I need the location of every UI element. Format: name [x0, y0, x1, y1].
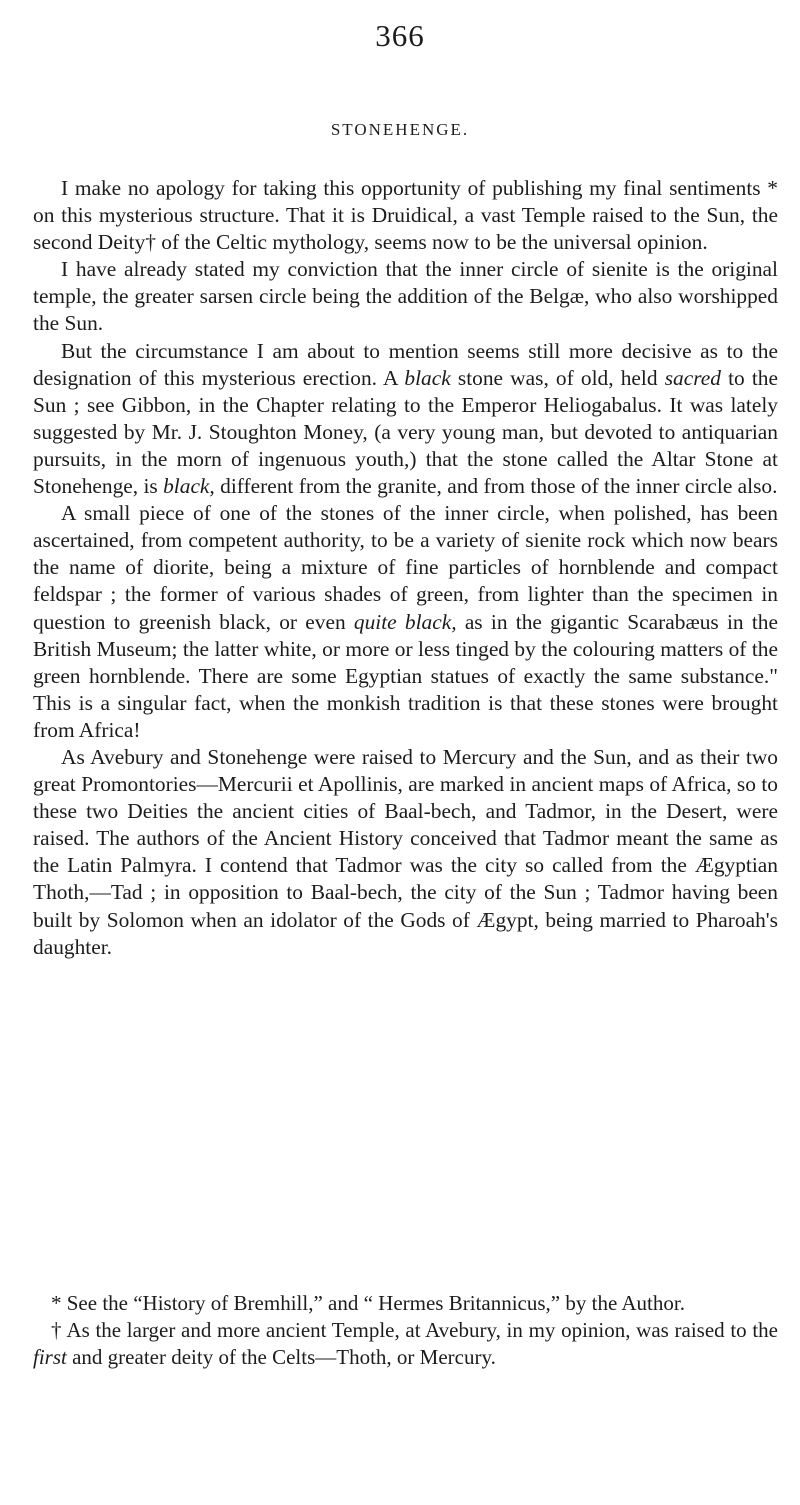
text-run: I have already stated my conviction that the inner circle of sienite is the original temple, the greater sarsen circle being the addition of the Belgæ, who also worshipped the Sun. [33, 257, 778, 336]
text-run: But the circumstance I am about to mention seems still more decisive as to the designation of this mysterious erection. A [33, 338, 778, 390]
body-text [33, 175, 778, 961]
paragraph-5 [33, 744, 778, 961]
text-run: † As the larger and more ancient Temple, at Avebury, in my opinion, was raised to the [51, 1318, 778, 1342]
italic-run: sacred [664, 365, 721, 390]
footnotes [33, 1290, 778, 1371]
page-number: 366 [375, 18, 425, 53]
italic-run: black [404, 365, 451, 390]
footnote-2 [33, 1317, 778, 1371]
footnote-1 [33, 1290, 778, 1317]
paragraph-1 [33, 175, 778, 256]
text-run: as in the gigantic Scarabæus in the British Museum; the latter white, or more or less tinged by the colouring matters of the green hornblende. There are some Egyptian statues of exactly the same substance." This is a singular fact, when the monkish tradition is that these stones were brought from Africa! [33, 609, 778, 742]
text-run: I make no apology for taking this opportunity of publishing my final sentiments * on this mysterious structure. That it is Druidical, a vast Temple raised to the Sun, the second Deity† of the Celtic mythology, seems now to be the universal opinion. [33, 176, 778, 255]
paragraph-2 [33, 256, 778, 337]
text-run: and greater deity of the Celts—Thoth, or Mercury. [66, 1345, 496, 1369]
text-run: to the Sun ; see Gibbon, in the Chapter relating to the Emperor Heliogabalus. It was lately suggested by Mr. J. Stoughton Money, (a very young man, but devoted to antiquarian pursuits, in the morn of ingenuous youth,) that the stone called the Altar Stone at Stonehenge, is [33, 365, 778, 499]
paragraph-3 [33, 338, 778, 501]
paragraph-4 [33, 500, 778, 744]
text-run: * See the “History of Bremhill,” and “ Hermes Britannicus,” by the Author. [51, 1291, 685, 1315]
italic-run: quite black, [353, 609, 457, 634]
text-run: different from the granite, and from those of the inner circle also. [214, 474, 778, 499]
text-run: A small piece of one of the stones of the inner circle, when polished, has been ascertained, from competent authority, to be a variety of sienite rock which now bears the name of diorite, being a mixture of fine particles of hornblende and compact feldspar ; the former of various shades of green, from lighter than the specimen in question to greenish black, or even [33, 501, 778, 634]
italic-run: black, [163, 474, 215, 499]
text-run: stone was, of old, held [450, 365, 665, 390]
italic-run: first [33, 1345, 67, 1369]
text-run: As Avebury and Stonehenge were raised to Mercury and the Sun, and as their two great Promontories—Mercurii et Apollinis, are marked in ancient maps of Africa, so to these two Deities the ancient cities of Baal-bech, and Tadmor, in the Desert, were raised. The authors of the Ancient History conceived that Tadmor meant the same as the Latin Palmyra. I contend that Tadmor was the city so called from the Ægyptian Thoth,—Tad ; in opposition to Baal-bech, the city of the Sun ; Tadmor having been built by Solomon when an idolator of the Gods of Ægypt, being married to Pharoah's daughter. [33, 744, 778, 959]
chapter-heading: STONEHENGE. [330, 120, 470, 139]
